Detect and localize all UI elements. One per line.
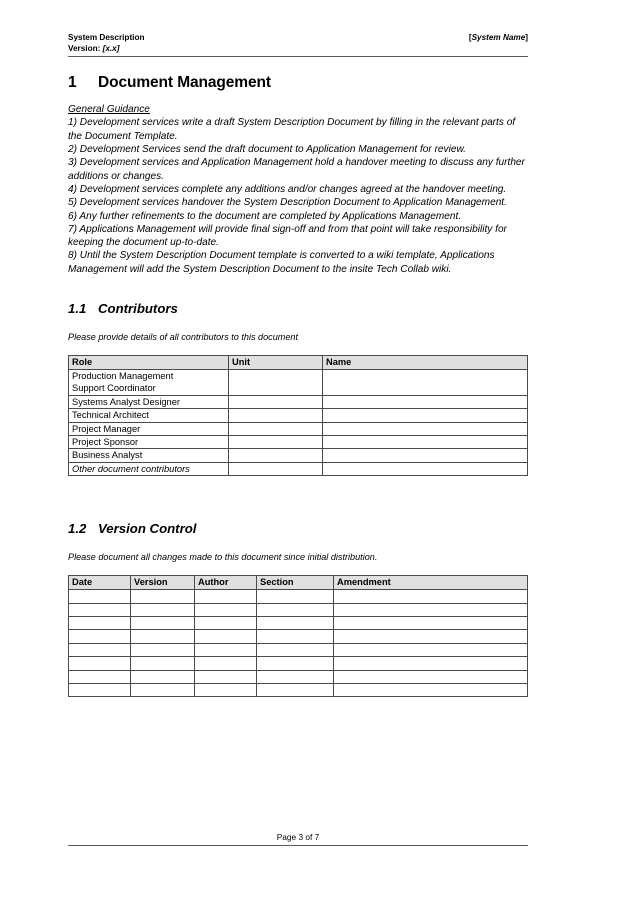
- version-control-instruction: Please document all changes made to this document since initial distribution.: [68, 552, 378, 563]
- cell-version[interactable]: [131, 590, 195, 603]
- role-line-1: Production Management: [72, 371, 174, 382]
- cell-date[interactable]: [69, 630, 131, 643]
- table-row: [69, 670, 528, 683]
- cell-name[interactable]: [323, 409, 528, 422]
- cell-section[interactable]: [257, 590, 334, 603]
- table-row: [69, 657, 528, 670]
- page-content: [68, 33, 528, 697]
- column-header-author: Author: [195, 576, 257, 590]
- cell-section[interactable]: [257, 657, 334, 670]
- cell-role: Technical Architect: [69, 409, 229, 422]
- cell-date[interactable]: [69, 603, 131, 616]
- table-row: [69, 370, 528, 396]
- cell-unit[interactable]: [229, 462, 323, 475]
- cell-name[interactable]: [323, 422, 528, 435]
- cell-author[interactable]: [195, 603, 257, 616]
- header-version-value: [x.x]: [102, 43, 120, 53]
- header-version-line: [68, 44, 528, 55]
- table-row: [69, 617, 528, 630]
- column-header-amendment: Amendment: [334, 576, 528, 590]
- page-number-text: Page 3 of 7: [276, 832, 320, 842]
- heading-1-1-number: 1.1: [68, 301, 87, 317]
- guidance-item: 1) Development services write a draft System Description Document by filling in the relevant parts of the Document Template.: [68, 117, 516, 142]
- cell-section[interactable]: [257, 630, 334, 643]
- cell-amendment[interactable]: [334, 684, 528, 697]
- column-header-section: Section: [257, 576, 334, 590]
- cell-amendment[interactable]: [334, 630, 528, 643]
- cell-role: Project Manager: [69, 422, 229, 435]
- heading-1-2-number: 1.2: [68, 521, 87, 537]
- table-row: [69, 436, 528, 449]
- general-guidance-block: [68, 103, 528, 276]
- heading-section-1: [68, 74, 528, 92]
- cell-version[interactable]: [131, 684, 195, 697]
- cell-section[interactable]: [257, 617, 334, 630]
- cell-author[interactable]: [195, 643, 257, 656]
- cell-role: Systems Analyst Designer: [69, 395, 229, 408]
- running-footer: [68, 832, 528, 846]
- column-header-date: Date: [69, 576, 131, 590]
- table-row: [69, 684, 528, 697]
- cell-author[interactable]: [195, 630, 257, 643]
- cell-amendment[interactable]: [334, 590, 528, 603]
- cell-version[interactable]: [131, 643, 195, 656]
- cell-name[interactable]: [323, 436, 528, 449]
- table-header-row: [69, 576, 528, 590]
- column-header-role: Role: [69, 356, 229, 370]
- cell-version[interactable]: [131, 617, 195, 630]
- version-control-table: [68, 575, 528, 697]
- heading-1-2-title: Version Control: [98, 521, 197, 537]
- cell-author[interactable]: [195, 657, 257, 670]
- column-header-unit: Unit: [229, 356, 323, 370]
- role-line-2: Support Coordinator: [72, 383, 156, 394]
- guidance-item: 2) Development Services send the draft document to Application Management for review.: [68, 144, 466, 156]
- header-document-title: System Description: [68, 33, 145, 42]
- column-header-name: Name: [323, 356, 528, 370]
- cell-version[interactable]: [131, 630, 195, 643]
- table-row: [69, 603, 528, 616]
- cell-date[interactable]: [69, 590, 131, 603]
- general-guidance-title: General Guidance: [68, 104, 150, 116]
- heading-1-number: 1: [68, 74, 77, 92]
- guidance-item: 8) Until the System Description Document template is converted to a wiki template, Applications Management will add the System Description Document to the insite Tech Collab wiki.: [68, 250, 495, 275]
- cell-unit[interactable]: [229, 395, 323, 408]
- guidance-item: 5) Development services handover the System Description Document to Application Management.: [68, 197, 507, 209]
- cell-section[interactable]: [257, 684, 334, 697]
- heading-1-1-title: Contributors: [98, 301, 178, 317]
- cell-version[interactable]: [131, 670, 195, 683]
- heading-1-title: Document Management: [98, 74, 271, 92]
- table-row: [69, 395, 528, 408]
- cell-name[interactable]: [323, 395, 528, 408]
- running-header: [68, 33, 528, 57]
- heading-section-1-1: [68, 301, 528, 317]
- table-row: [69, 643, 528, 656]
- guidance-item: 6) Any further refinements to the document are completed by Applications Management.: [68, 210, 462, 222]
- cell-date[interactable]: [69, 643, 131, 656]
- cell-author[interactable]: [195, 684, 257, 697]
- cell-name[interactable]: [323, 370, 528, 396]
- table-row: [69, 409, 528, 422]
- cell-unit[interactable]: [229, 436, 323, 449]
- table-row: [69, 590, 528, 603]
- cell-section[interactable]: [257, 670, 334, 683]
- cell-unit[interactable]: [229, 422, 323, 435]
- cell-section[interactable]: [257, 643, 334, 656]
- cell-date[interactable]: [69, 684, 131, 697]
- cell-unit[interactable]: [229, 449, 323, 462]
- table-row: [69, 449, 528, 462]
- cell-role: Other document contributors: [69, 462, 229, 475]
- cell-amendment[interactable]: [334, 643, 528, 656]
- cell-date[interactable]: [69, 657, 131, 670]
- cell-amendment[interactable]: [334, 617, 528, 630]
- cell-name[interactable]: [323, 462, 528, 475]
- cell-version[interactable]: [131, 657, 195, 670]
- cell-amendment[interactable]: [334, 603, 528, 616]
- system-name-bracket-close: ]: [525, 33, 528, 42]
- table-header-row: [69, 356, 528, 370]
- cell-unit[interactable]: [229, 409, 323, 422]
- cell-date[interactable]: [69, 670, 131, 683]
- contributors-instruction: Please provide details of all contributors to this document: [68, 332, 298, 343]
- cell-role: [69, 370, 229, 396]
- cell-role: Project Sponsor: [69, 436, 229, 449]
- cell-amendment[interactable]: [334, 670, 528, 683]
- cell-name[interactable]: [323, 449, 528, 462]
- guidance-item: 3) Development services and Application Management hold a handover meeting to discuss any further additions or changes.: [68, 157, 525, 182]
- header-system-name: [469, 33, 528, 44]
- cell-author[interactable]: [195, 670, 257, 683]
- contributors-table: [68, 355, 528, 476]
- cell-date[interactable]: [69, 617, 131, 630]
- system-name-value: System Name: [471, 33, 526, 42]
- cell-unit[interactable]: [229, 370, 323, 396]
- table-row: [69, 422, 528, 435]
- table-row: [69, 630, 528, 643]
- guidance-item: 4) Development services complete any additions and/or changes agreed at the handover meeting.: [68, 183, 507, 195]
- cell-author[interactable]: [195, 590, 257, 603]
- system-name-bracket-open: [: [468, 33, 472, 42]
- guidance-item: 7) Applications Management will provide final sign-off and from that point will take responsibility for keeping the document up-to-date.: [68, 223, 507, 249]
- cell-author[interactable]: [195, 617, 257, 630]
- cell-version[interactable]: [131, 603, 195, 616]
- table-row: [69, 462, 528, 475]
- cell-section[interactable]: [257, 603, 334, 616]
- cell-role: Business Analyst: [69, 449, 229, 462]
- header-version-label: Version:: [68, 43, 101, 53]
- column-header-version: Version: [131, 576, 195, 590]
- cell-amendment[interactable]: [334, 657, 528, 670]
- header-title-line: [68, 33, 528, 44]
- heading-section-1-2: [68, 521, 528, 537]
